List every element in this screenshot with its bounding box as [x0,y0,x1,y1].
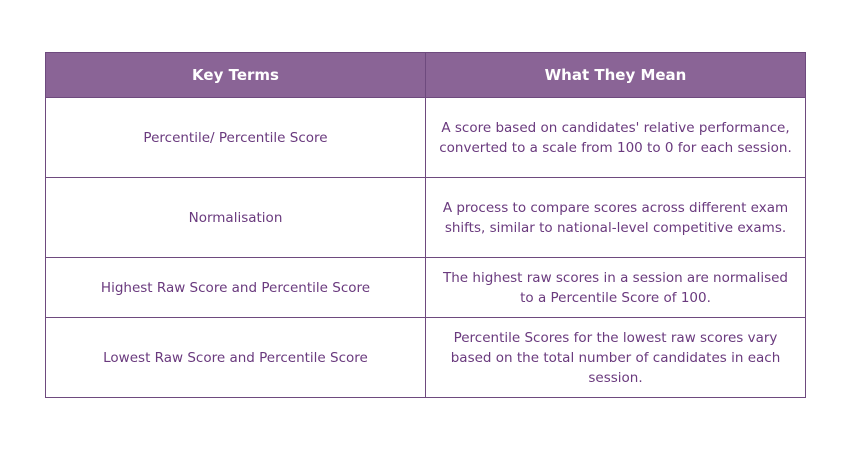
table-row [46,178,806,258]
key-terms-table [45,52,806,398]
table-row [46,98,806,178]
table-row [46,318,806,398]
meaning-cell: The highest raw scores in a session are normalised to a Percentile Score of 100. [426,258,806,318]
meaning-cell: Percentile Scores for the lowest raw scores vary based on the total number of candidates in each session. [426,318,806,398]
table-row [46,258,806,318]
meaning-cell: A process to compare scores across different exam shifts, similar to national-level competitive exams. [426,178,806,258]
term-cell: Lowest Raw Score and Percentile Score [46,318,426,398]
term-cell: Normalisation [46,178,426,258]
header-key-terms: Key Terms [46,53,426,98]
table-header-row [46,53,806,98]
header-what-they-mean: What They Mean [426,53,806,98]
term-cell: Highest Raw Score and Percentile Score [46,258,426,318]
meaning-cell: A score based on candidates' relative performance, converted to a scale from 100 to 0 for each session. [426,98,806,178]
key-terms-table-container [45,52,805,398]
term-cell: Percentile/ Percentile Score [46,98,426,178]
